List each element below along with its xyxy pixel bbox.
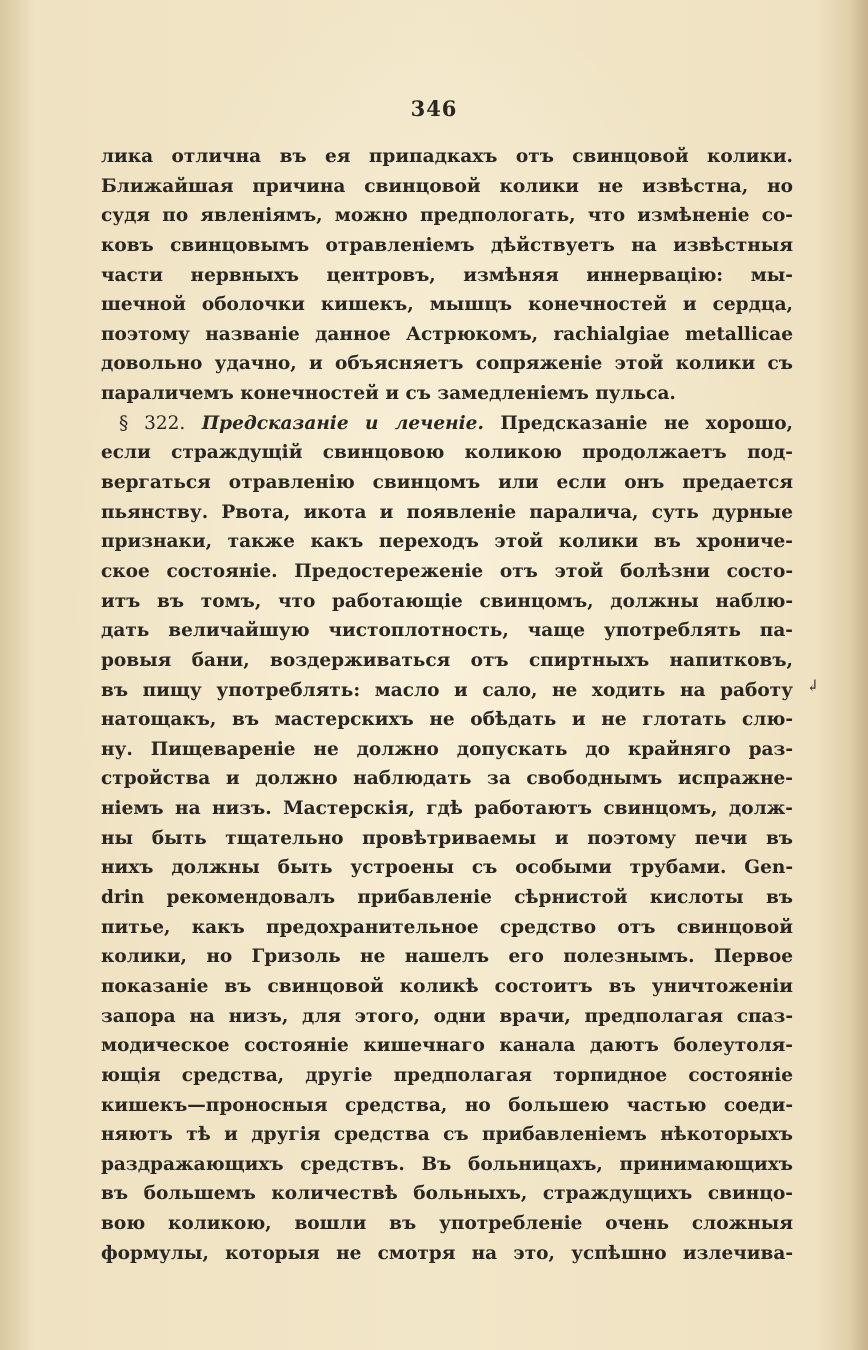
text-line: раздражающихъ средствъ. Въ больницахъ, принимающихъ <box>101 1153 793 1175</box>
text-line: вергаться отравленiю свинцомъ или если онъ предается <box>101 472 793 494</box>
text-line: поэтому названiе данное Астрюкомъ, rachialgiae metallicae <box>101 323 793 345</box>
text-line: нихъ должны быть устроены съ особыми трубами. Gen- <box>101 857 793 879</box>
text-line: вою коликою, вошли въ употребленiе очень сложныя <box>101 1213 793 1235</box>
text-line: кишекъ—проносныя средства, но большею частью соеди- <box>101 1094 793 1116</box>
page-number: 346 <box>410 96 458 121</box>
text-line: ны быть тщательно провѣтриваемы и поэтому печи въ <box>101 827 793 849</box>
text-line: пьянству. Рвота, икота и появленiе паралича, суть дурные <box>101 501 793 523</box>
text-line: судя по явленiямъ, можно предпологать, что измѣненiе со- <box>101 205 793 227</box>
text-line: въ пищу употреблять: масло и сало, не ходить на работу <box>101 679 793 701</box>
text-line: признаки, также какъ переходъ этой колики въ хрониче- <box>101 531 793 553</box>
text-line: модическое состоянiе кишечнаго канала даютъ болеутоля- <box>101 1035 793 1057</box>
text-line: питье, какъ предохранительное средство отъ свинцовой <box>101 916 793 938</box>
text-line: въ большемъ количествѣ больныхъ, страждущихъ свинцо- <box>101 1183 793 1205</box>
page-edge-shadow <box>850 0 868 1350</box>
text-line: Ближайшая причина свинцовой колики не извѣстна, но <box>101 175 793 197</box>
page-body-text <box>101 142 793 1268</box>
text-line: натощакъ, въ мастерскихъ не обѣдать и не глотать слю- <box>101 709 793 731</box>
text-line: шечной оболочки кишекъ, мышцъ конечностей и сердца, <box>101 294 793 316</box>
text-line: стройства и должно наблюдать за свободнымъ испражне- <box>101 768 793 790</box>
margin-mark-icon: ↲ <box>806 676 820 695</box>
text-line: запора на низъ, для этого, одни врачи, предполагая спаз- <box>101 1005 793 1027</box>
text-line: параличемъ конечностей и съ замедленiемъ пульса. <box>101 383 676 405</box>
text-line: колики, но Гризоль не нашелъ его полезнымъ. Первое <box>101 946 793 968</box>
section-first-line-text: Предсказанiе не хорошо, <box>500 412 793 434</box>
text-line: ну. Пищеваренiе не должно допускать до крайняго раз- <box>101 738 793 760</box>
text-line: ющiя средства, другiе предполагая торпидное состоянiе <box>101 1064 793 1086</box>
text-line: итъ въ томъ, что работающiе свинцомъ, должны наблю- <box>101 590 793 612</box>
text-line: показанiе въ свинцовой коликѣ состоитъ въ уничтоженiи <box>101 975 793 997</box>
text-line: лика отлична въ ея припадкахъ отъ свинцовой колики. <box>101 146 793 167</box>
text-line: ровыя бани, воздерживаться отъ спиртныхъ напитковъ, <box>101 649 793 671</box>
text-line: ское состоянiе. Предостереженiе отъ этой болѣзни состо- <box>101 560 793 582</box>
text-line: довольно удачно, и объясняетъ сопряженiе этой колики съ <box>101 353 793 375</box>
text-line: нiемъ на низъ. Мастерскiя, гдѣ работаютъ свинцомъ, долж- <box>101 798 793 820</box>
section-number: § 322. <box>119 412 186 434</box>
section-title: Предсказанiе и леченiе. <box>201 412 484 434</box>
section-heading-line <box>101 409 793 439</box>
text-line: няютъ тѣ и другiя средства съ прибавленiемъ нѣкоторыхъ <box>101 1124 793 1146</box>
text-line: части нервныхъ центровъ, измѣняя иннервацiю: мы- <box>101 264 793 286</box>
text-line: дать величайшую чистоплотность, чаще употреблять па- <box>101 620 793 642</box>
text-line: если страждущiй свинцовою коликою продолжаетъ под- <box>101 442 793 464</box>
text-line: формулы, которыя не смотря на это, успѣшно излечива- <box>101 1242 793 1264</box>
text-line: ковъ свинцовымъ отравленiемъ дѣйствуетъ на извѣстныя <box>101 234 793 256</box>
text-line: drin рекомендовалъ прибавленiе сѣрнистой кислоты въ <box>101 887 793 909</box>
